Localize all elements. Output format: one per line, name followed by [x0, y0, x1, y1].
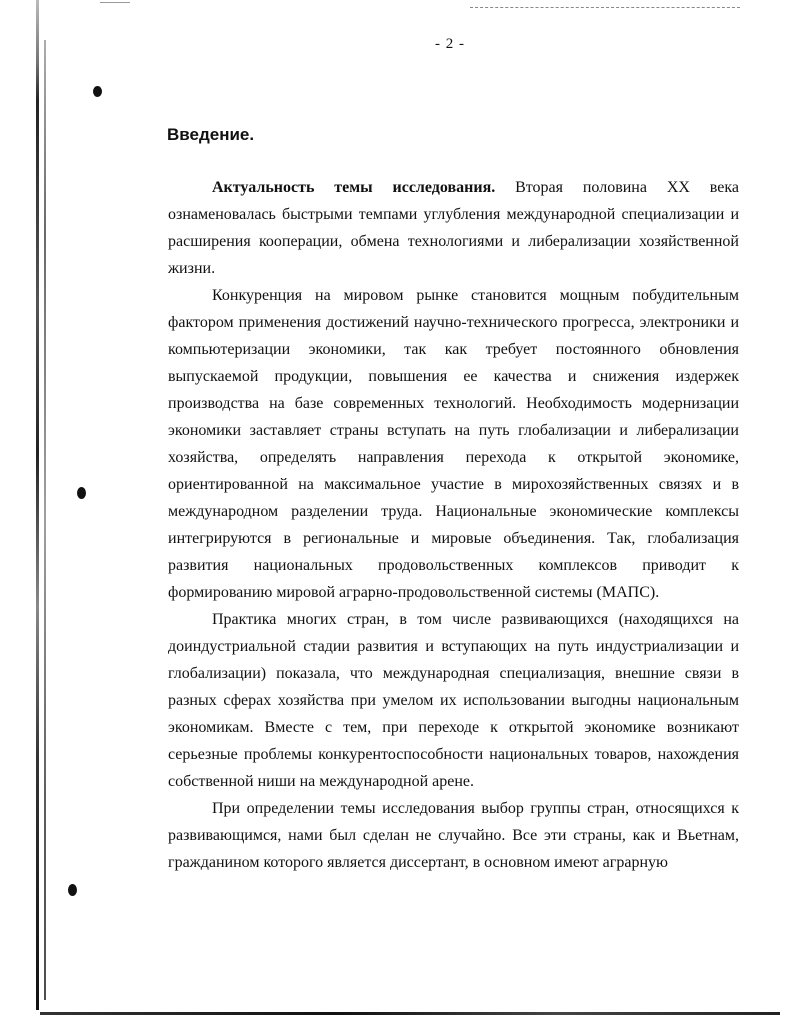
paragraph-3: Практика многих стран, в том числе развивающихся (находящихся на доиндустриальной стадии развития и вступающих на путь индустриализации и глобализации) показала, что международная специализация, внешние связи в разных сферах хозяйства при умелом их использовании выгодны национальным экономикам. Вместе с тем, при переходе к открытой экономике возникают серьезные проблемы конкурентоспособности национальных товаров, нахождения собственной ниши на международной арене.: [168, 611, 739, 790]
paragraph-2: Конкуренция на мировом рынке становится мощным побудительным фактором применения достижений научно-технического прогресса, электроники и компьютеризации экономики, так как требует постоянного обновления выпускаемой продукции, повышения ее качества и снижения издержек производства на базе современных технологий. Необходимость модернизации экономики заставляет страны вступать на путь глобализации и либерализации хозяйства, определять направления перехода к открытой экономике, ориентированной на максимальное участие в мирохозяйственных связях и в международном разделении труда. Национальные экономические комплексы интегрируются в региональные и мировые объединения. Так, глобализация развития национальных продовольственных комплексов приводит к формированию мировой аграрно-продовольственной системы (МАПС).: [168, 287, 739, 601]
scan-edge-artifact: [40, 1012, 780, 1015]
paragraph-lead: Актуальность темы исследования.: [212, 179, 496, 196]
punch-hole-mark: [68, 884, 77, 896]
page-title: Введение.: [167, 125, 255, 144]
scan-edge-artifact: [44, 40, 46, 1000]
paragraph-text: Вторая половина XX века ознаменовалась быстрыми темпами углубления международной специализации и расширения кооперации, обмена технологиями и либерализации хозяйственной жизни.: [168, 179, 739, 277]
paragraph-4: При определении темы исследования выбор группы стран, относящихся к развивающимся, нами был сделан не случайно. Все эти страны, как и Вьетнам, гражданином которого является диссертант, в основном имеют аграрную: [168, 800, 739, 871]
scan-edge-artifact: [36, 0, 39, 1010]
body-text: [168, 174, 739, 876]
punch-hole-mark: [93, 86, 102, 97]
scan-edge-artifact: [470, 7, 740, 8]
punch-hole-mark: [77, 487, 86, 499]
page-number: - 2 -: [435, 36, 465, 52]
paragraph-1: [168, 174, 739, 282]
scan-edge-artifact: [100, 2, 130, 3]
